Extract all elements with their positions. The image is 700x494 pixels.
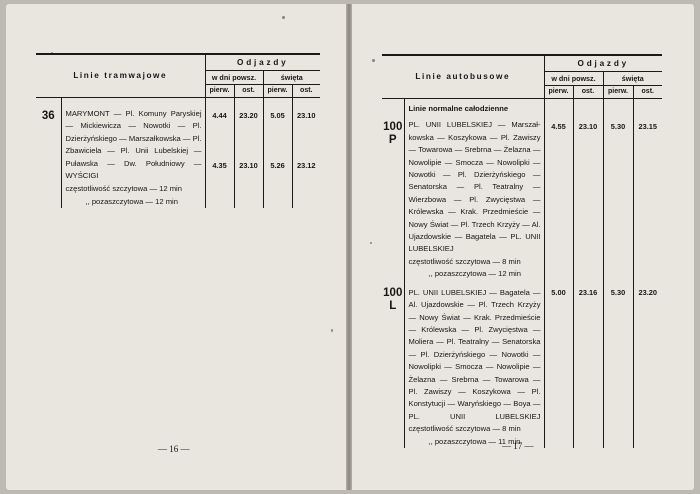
last-header: ost. [633, 86, 662, 99]
print-speck [282, 16, 285, 19]
departures-header: Odjazdy [205, 54, 320, 71]
page-16 [6, 4, 346, 490]
tram-timetable [36, 53, 320, 208]
print-speck [331, 329, 333, 332]
page-number: — 17 — [502, 441, 534, 451]
route-description: MARYMONT — Pl. Komuny Paryskiej — Mickiewicza — Nowotki — Pl. Dzierżyńskiego — Marszałkowska — Pl. Zbawiciela — Pl. Unii Lubelskiej — Puławska — Dw. Południowy — WYŚCIGI [65, 109, 202, 181]
frequency-offpeak: ,, pozaszczytowa — 12 min [428, 269, 521, 279]
times-holiday-last: 23.10 23.12 [292, 106, 320, 208]
times-holiday-first: 5.30 [603, 281, 633, 448]
section-title: Linie normalne całodzienne [404, 99, 544, 118]
frequency-peak: częstotliwość szczytowa — 12 min [65, 184, 182, 194]
route-cell [404, 117, 544, 280]
last-header: ost. [234, 85, 263, 98]
weekdays-header: w dni powsz. [205, 71, 263, 85]
times-holiday-first: 5.30 [603, 117, 633, 280]
bus-timetable [382, 54, 662, 448]
weekdays-header: w dni powsz. [544, 72, 603, 86]
times-holiday-last: 23.15 [633, 117, 662, 280]
first-header: pierw. [544, 86, 573, 99]
route-description: PL. UNII LUBELSKIEJ — Bagatela — Al. Ujazdowskie — Pl. Trzech Krzyży — Nowy Świat — Krak. Przedmieście — Królewska — Pl. Zwycięstwa — Moliera — Pl. Teatralny — Senatorska — Pl. Dzierżyńskiego — Nowotki — Nowolipki — Smocza — Nowolipie — Żelazna — Srebrna — Towarowa — Pl. Zawiszy — Koszykowa — Pl. Konstytucji — Waryńskiego — Boya — PL. UNII LUBELSKIEJ [408, 287, 541, 421]
first-header: pierw. [603, 86, 633, 99]
page-17 [352, 4, 694, 490]
times-weekday-first: 4.55 [544, 117, 573, 280]
frequency-peak: częstotliwość szczytowa — 8 min [408, 424, 521, 434]
frequency-offpeak: ,, pozaszczytowa — 12 min [85, 196, 178, 206]
times-weekday-first: 5.00 [544, 281, 573, 448]
route-number: 36 [41, 110, 55, 122]
first-header: pierw. [263, 85, 292, 98]
print-speck [370, 242, 372, 244]
page-number: — 16 — [158, 444, 190, 454]
times-holiday-last: 23.20 [633, 281, 662, 448]
route-number: 100 L [383, 286, 403, 312]
route-description: PL. UNII LUBELSKIEJ — Marszałkowska — Koszykowa — Pl. Zawiszy — Towarowa — Srebrna — Żelazna — Nowolipie — Smocza — Nowolipki — Nowotki — Pl. Dzierżyńskiego — Senatorska — Pl. Teatralny — Wierzbowa — Pl. Zwycięstwa — Królewska — Krak. Przedmieście — Nowy Świat — Pl. Trzech Krzyży — Al. Ujazdowskie — Bagatela — PL. UNII LUBELSKIEJ [408, 120, 541, 254]
print-speck [372, 59, 375, 62]
holidays-header: święta [603, 72, 662, 86]
first-header: pierw. [205, 85, 234, 98]
frequency-peak: częstotliwość szczytowa — 8 min [408, 256, 521, 266]
route-suffix: P [388, 134, 397, 147]
times-weekday-first: 4.44 4.35 [205, 106, 234, 208]
times-weekday-last: 23.16 [573, 281, 603, 448]
route-cell [404, 281, 544, 448]
lines-header: Linie tramwajowe [36, 54, 205, 98]
times-holiday-first: 5.05 5.26 [263, 106, 292, 208]
route-number: 100 P [383, 121, 403, 147]
last-header: ost. [573, 86, 603, 99]
departures-header: Odjazdy [544, 55, 662, 72]
route-suffix: L [389, 299, 397, 312]
times-weekday-last: 23.10 [573, 117, 603, 280]
frequency-offpeak: ,, pozaszczytowa — 11 min [428, 436, 521, 446]
times-weekday-last: 23.20 23.10 [234, 106, 263, 208]
holidays-header: święta [263, 71, 320, 85]
lines-header: Linie autobusowe [382, 55, 544, 99]
route-cell [61, 106, 205, 208]
last-header: ost. [292, 85, 320, 98]
